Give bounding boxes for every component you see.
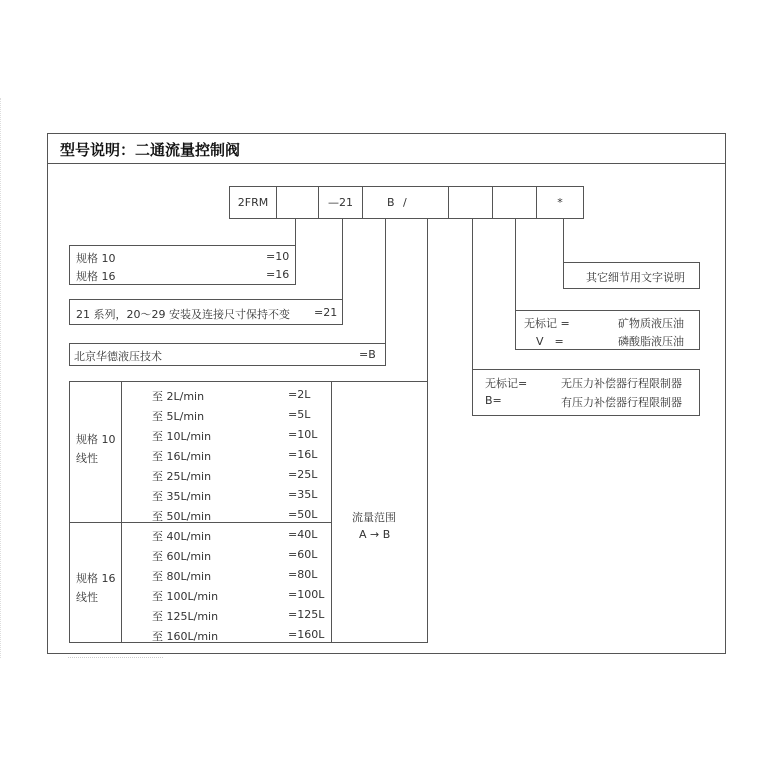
flow-code-100l: =100L [288, 588, 325, 601]
code-cell-series [318, 186, 363, 219]
flow-row-100l: 至 100L/min [152, 590, 219, 603]
fluid-desc-mineral: 矿物质液压油 [618, 317, 684, 330]
flow-row-10l: 至 10L/min [152, 430, 212, 443]
flow-table [69, 381, 428, 643]
compensator-key-b: B= [485, 394, 502, 407]
flow-row-125l: 至 125L/min [152, 610, 219, 623]
flow-row-40l: 至 40L/min [152, 530, 212, 543]
connector-compensator [472, 219, 473, 369]
group2-size-label: 规格 16 [76, 572, 116, 585]
flow-code-60l: =60L [288, 548, 318, 561]
flow-row-80l: 至 80L/min [152, 570, 212, 583]
maker-value: =B [359, 348, 376, 361]
flow-code-16l: =16L [288, 448, 318, 461]
flow-code-80l: =80L [288, 568, 318, 581]
other-details-block [563, 262, 700, 289]
connector-flow [427, 219, 428, 381]
flow-row-35l: 至 35L/min [152, 490, 212, 503]
other-details-label: 其它细节用文字说明 [586, 271, 685, 284]
flow-code-35l: =35L [288, 488, 318, 501]
code-cell-model [229, 186, 277, 219]
flow-row-16l: 至 16L/min [152, 450, 212, 463]
size-label-10: 规格 10 [76, 252, 116, 265]
code-cell-compensator [448, 186, 493, 219]
flow-code-160l: =160L [288, 628, 325, 641]
code-series-text: —21 [328, 196, 353, 209]
code-other-text: * [557, 196, 563, 209]
flow-row-60l: 至 60L/min [152, 550, 212, 563]
code-slash-text: / [403, 196, 407, 209]
page-edge-line [0, 98, 2, 658]
connector-size [295, 219, 296, 245]
code-cell-size [276, 186, 319, 219]
flow-code-125l: =125L [288, 608, 325, 621]
code-cell-fluid [492, 186, 537, 219]
fluid-block [515, 310, 700, 350]
flow-code-50l: =50L [288, 508, 318, 521]
series-block [69, 299, 343, 325]
flow-row-50l: 至 50L/min [152, 510, 212, 523]
connector-fluid [515, 219, 516, 310]
group1-type-label: 线性 [76, 452, 98, 465]
size-label-16: 规格 16 [76, 270, 116, 283]
flow-range-value: A → B [359, 528, 391, 541]
fluid-key-mineral: 无标记 = [524, 317, 570, 330]
size-value-16: =16 [266, 268, 290, 281]
flow-table-divider-1 [121, 382, 122, 642]
series-label: 21 系列，20～29 安装及连接尺寸保持不变 [76, 308, 290, 321]
connector-series [342, 219, 343, 299]
code-cell-maker [362, 186, 449, 219]
connector-maker [385, 219, 386, 343]
flow-row-5l: 至 5L/min [152, 410, 205, 423]
group2-type-label: 线性 [76, 591, 98, 604]
connector-other [563, 219, 564, 262]
group1-size-label: 规格 10 [76, 433, 116, 446]
compensator-desc-b: 有压力补偿器行程限制器 [561, 396, 682, 409]
page-title: 型号说明：二通流量控制阀 [60, 141, 241, 159]
flow-row-2l: 至 2L/min [152, 390, 205, 403]
maker-label: 北京华德液压技术 [74, 350, 162, 363]
code-cell-other [536, 186, 584, 219]
flow-code-2l: =2L [288, 388, 311, 401]
code-model-text: 2FRM [237, 196, 269, 209]
flow-code-40l: =40L [288, 528, 318, 541]
title-bar [47, 133, 726, 163]
flow-code-25l: =25L [288, 468, 318, 481]
size-block [69, 245, 296, 285]
fluid-desc-phosphate: 磷酸脂液压油 [618, 335, 684, 348]
frame-baseline [68, 657, 163, 658]
fluid-key-phosphate: V = [536, 335, 564, 348]
flow-row-25l: 至 25L/min [152, 470, 212, 483]
size-value-10: =10 [266, 250, 290, 263]
maker-block [69, 343, 386, 366]
compensator-block [472, 369, 700, 416]
flow-code-10l: =10L [288, 428, 318, 441]
flow-range-label: 流量范围 [352, 511, 396, 524]
compensator-key-none: 无标记= [485, 377, 528, 390]
flow-table-divider-2 [331, 382, 332, 642]
code-maker-text: B [387, 196, 395, 209]
compensator-desc-none: 无压力补偿器行程限制器 [561, 377, 682, 390]
series-value: =21 [314, 306, 338, 319]
flow-code-5l: =5L [288, 408, 311, 421]
flow-row-160l: 至 160L/min [152, 630, 219, 643]
